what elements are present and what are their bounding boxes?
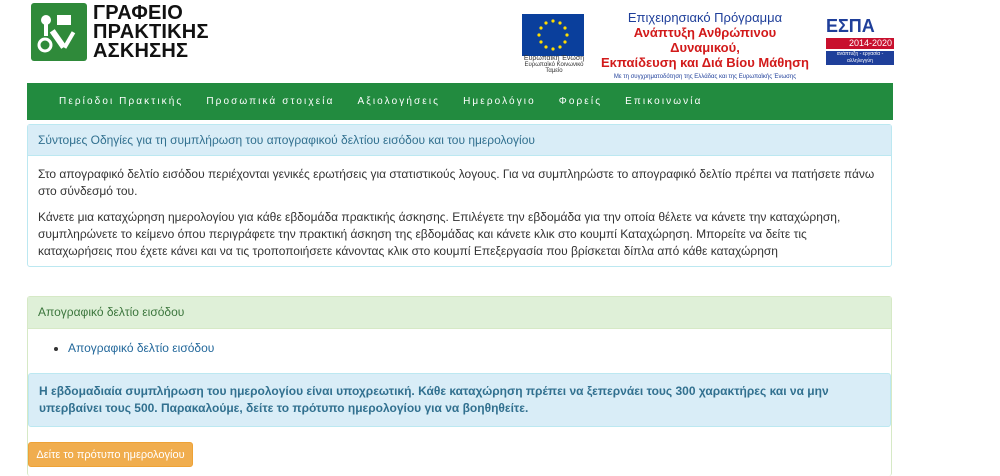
instructions-body: [28, 156, 891, 260]
diary-requirement-alert: Η εβδομαδιαία συμπλήρωση του ημερολογίου είναι υποχρεωτική. Κάθε καταχώρηση πρέπει να ξεπερνάει τους 300 χαρακτήρες και να μην υπερβαίνει τους 500. Παρακαλούμε, δείτε το πρότυπο ημερολογίου για να βοηθηθείτε.: [28, 373, 891, 427]
entry-form-link[interactable]: Απογραφικό δελτίο εισόδου: [68, 341, 215, 355]
entry-form-panel: [27, 296, 892, 476]
instructions-paragraph: Στο απογραφικό δελτίο εισόδου περιέχονται γενικές ερωτήσεις για στατιστικούς λογους. Για να συμπληρώστε το απογραφικό δελτίο πρέπει να πατήσετε πάνω στο σύνδεσμό του.: [38, 167, 875, 198]
entry-form-title: Απογραφικό δελτίο εισόδου: [28, 297, 891, 329]
nav-item-evaluations[interactable]: Αξιολογήσεις: [357, 96, 441, 107]
program-line: Ανάπτυξη Ανθρώπινου Δυναμικού,: [633, 25, 777, 55]
instructions-panel: [27, 124, 892, 267]
program-line: Εκπαίδευση και Διά Βίου Μάθηση: [600, 55, 810, 70]
espa-years: 2014-2020: [826, 38, 894, 49]
office-title-line: ΠΡΑΚΤΙΚΗΣ: [93, 21, 209, 43]
entry-form-list: [28, 341, 891, 355]
nav-item-organizations[interactable]: Φορείς: [558, 96, 603, 107]
espa-logo: [826, 17, 894, 65]
instructions-title: Σύντομες Οδηγίες για τη συμπλήρωση του απογραφικού δελτίου εισόδου και του ημερολογίου: [28, 125, 891, 156]
program-cofunding: Με τη συγχρηματοδότηση της Ελλάδας και της Ευρωπαϊκής Ένωσης: [613, 74, 797, 80]
eu-caption-title: Ευρωπαϊκή Ένωση: [523, 55, 585, 62]
program-line: Επιχειρησιακό Πρόγραμμα: [627, 10, 783, 25]
nav-item-diary[interactable]: Ημερολόγιο: [463, 96, 536, 107]
view-diary-template-button[interactable]: Δείτε το πρότυπο ημερολογίου: [28, 442, 193, 467]
eu-caption: [518, 56, 590, 74]
instructions-paragraph: Κάνετε μια καταχώρηση ημερολογίου για κάθε εβδομάδα πρακτικής άσκησης. Επιλέγετε την εβδομάδα για την οποία θέλετε να κάνετε την καταχώρηση, συμπληρώνετε το κείμενο όπου περιγράφετε την πρακτική άσκηση της εβδομάδας και κάνετε κλικ στο κουμπί Καταχώρηση. Μπορείτε να δείτε τις καταχωρήσεις που έχετε κάνει και να τις τροποποιήσετε κάνοντας κλικ στο κουμπί Επεξεργασία που βρίσκεται δίπλα από κάθε καταχώρηση: [38, 210, 841, 258]
office-logo[interactable]: [31, 3, 87, 61]
espa-title: ΕΣΠΑ: [826, 16, 875, 36]
office-title: [93, 4, 209, 61]
main-navbar: [27, 83, 893, 120]
eu-flag-icon: [522, 14, 584, 56]
operational-program: [600, 10, 810, 80]
nav-item-personal-info[interactable]: Προσωπικά στοιχεία: [206, 96, 335, 107]
tools-icon: [31, 3, 87, 61]
espa-motto: ανάπτυξη - εργασία - αλληλεγγύη: [826, 51, 894, 65]
office-title-line: ΓΡΑΦΕΙΟ: [93, 2, 184, 24]
list-item: [68, 341, 891, 355]
nav-item-periods[interactable]: Περίοδοι Πρακτικής: [59, 96, 184, 107]
office-title-line: ΑΣΚΗΣΗΣ: [93, 40, 189, 62]
eu-caption-subtitle: Ευρωπαϊκό Κοινωνικό Ταμείο: [524, 62, 584, 74]
nav-item-contact[interactable]: Επικοινωνία: [625, 96, 703, 107]
